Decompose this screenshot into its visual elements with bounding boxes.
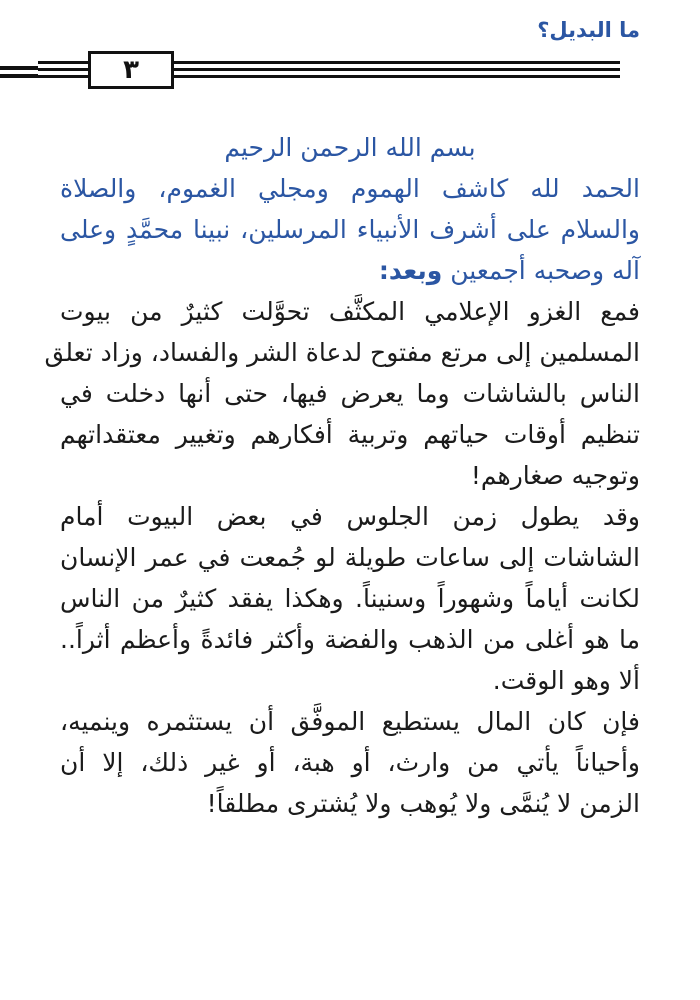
intro-line-last <box>60 250 640 291</box>
header-rule <box>38 57 620 87</box>
left-dash-bottom <box>0 74 38 78</box>
paragraph-line: ألا وهو الوقت. <box>492 666 640 695</box>
page-number-box <box>88 51 174 89</box>
paragraph-line: الزمن لا يُنمَّى ولا يُوهب ولا يُشترى مطلقاً! <box>206 789 640 818</box>
paragraph-line: فمع الغزو الإعلامي المكثَّف تحوَّلت كثيرٌ من بيوت <box>60 297 640 326</box>
paragraph-line: وقد يطول زمن الجلوس في بعض البيوت أمام <box>60 502 640 531</box>
intro-line: الحمد لله كاشف الهموم ومجلي الغموم، والصلاة <box>60 174 640 203</box>
paragraph-line: لكانت أياماً وشهوراً وسنيناً. وهكذا يفقد كثيرٌ من الناس <box>60 584 640 613</box>
paragraph-line: تنظيم أوقات حياتهم وتربية أفكارهم وتغيير معتقداتهم <box>60 420 640 449</box>
intro-line-text: آله وصحبه أجمعين <box>450 256 640 285</box>
intro-paragraph <box>60 168 640 291</box>
paragraph-line: فإن كان المال يستطيع الموفَّق أن يستثمره وينميه، <box>60 707 640 736</box>
paragraph-line: وأحياناً يأتي من وارث، أو هبة، أو غير ذلك، إلا أن <box>60 748 640 777</box>
left-dash-top <box>0 66 38 70</box>
page-content <box>44 128 640 824</box>
paragraph-3 <box>60 701 640 824</box>
paragraph-1 <box>44 291 640 496</box>
intro-line: والسلام على أشرف الأنبياء المرسلين، نبينا محمَّدٍ وعلى <box>60 215 640 244</box>
paragraph-line: ما هو أغلى من الذهب والفضة وأكثر فائدةً وأعظم أثراً.. <box>60 625 640 654</box>
paragraph-line: الشاشات إلى ساعات طويلة لو جُمعت في عمر الإنسان <box>60 543 640 572</box>
page-number: ٣ <box>123 55 139 85</box>
running-header-title: ما البديل؟ <box>537 18 640 42</box>
paragraph-2 <box>60 496 640 701</box>
paragraph-line: المسلمين إلى مرتع مفتوح لدعاة الشر والفساد، وزاد تعلق <box>44 338 640 367</box>
paragraph-line: الناس بالشاشات وما يعرض فيها، حتى أنها دخلت في <box>60 379 640 408</box>
intro-closing: وبعد: <box>378 256 443 285</box>
paragraph-line: وتوجيه صغارهم! <box>470 461 640 490</box>
basmala: بسم الله الرحمن الرحيم <box>224 133 476 162</box>
